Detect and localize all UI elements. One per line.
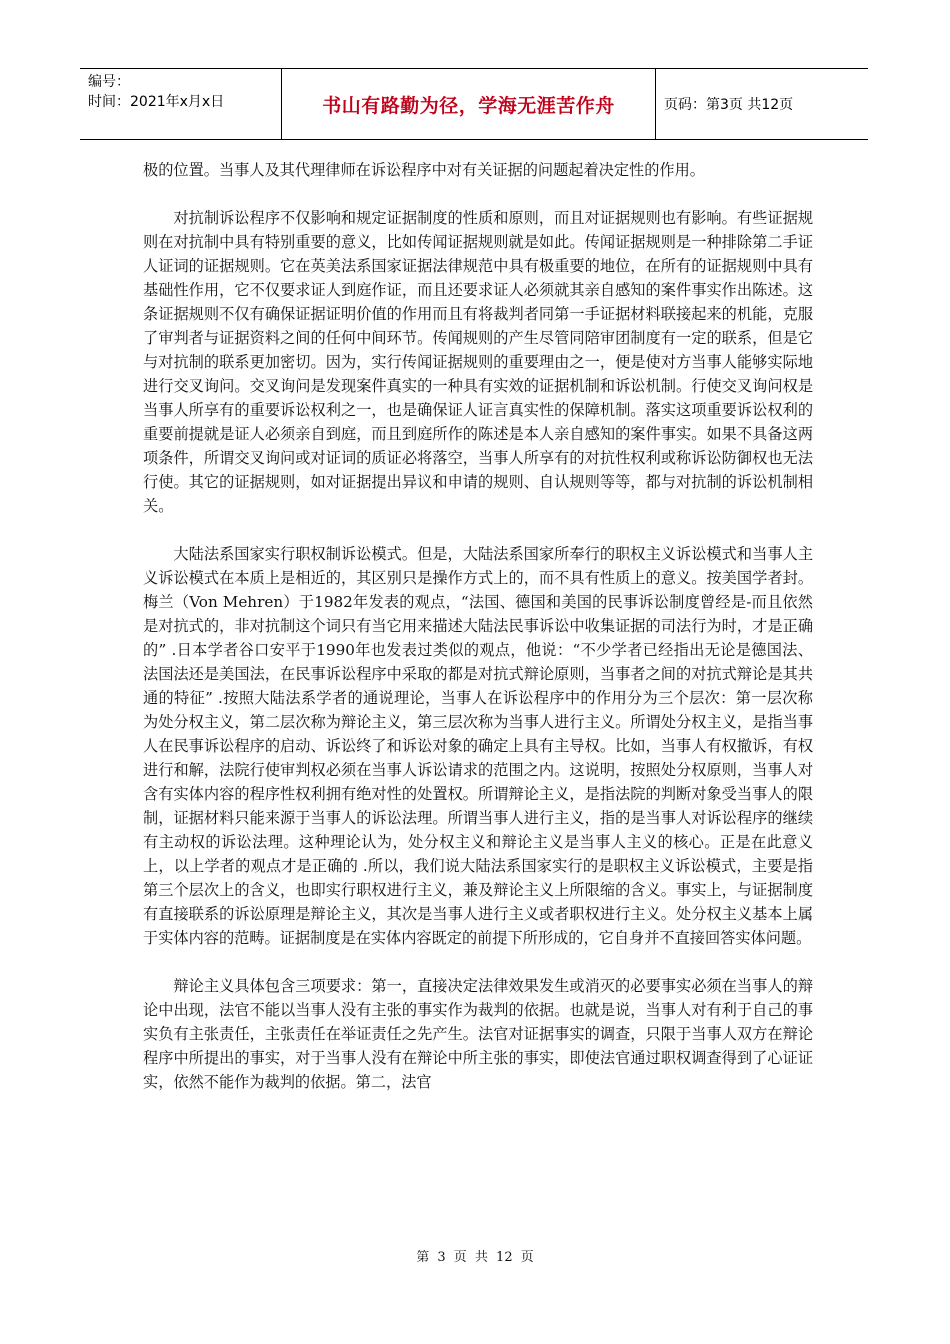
date-label: 时间：2021年x月x日 xyxy=(88,94,225,110)
paragraph: 辩论主义具体包含三项要求：第一，直接决定法律效果发生或消灭的必要事实必须在当事人的辩论中出现，法官不能以当事人没有主张的事实作为裁判的依据。也就是说，当事人对有利于自己的事实负有主张责任，主张责任在举证责任之先产生。法官对证据事实的调查，只限于当事人双方在辩论程序中所提出的事实，对于当事人没有在辩论中所主张的事实，即使法官通过职权调查得到了心证证实，依然不能作为裁判的依据。第二，法官 xyxy=(143,977,813,1091)
number-label: 编号： xyxy=(88,74,130,90)
page-header xyxy=(80,68,868,140)
document-body xyxy=(143,158,813,1118)
header-info-cell xyxy=(80,69,282,139)
header-motto-cell xyxy=(282,69,656,139)
motto: 书山有路勤为径，学海无涯苦作舟 xyxy=(322,94,615,117)
page-info: 页码：第3页 共12页 xyxy=(664,97,794,113)
paragraph-continued: 极的位置。当事人及其代理律师在诉讼程序中对有关证据的问题起着决定性的作用。 xyxy=(143,161,705,179)
paragraph: 对抗制诉讼程序不仅影响和规定证据制度的性质和原则，而且对证据规则也有影响。有些证据规则在对抗制中具有特别重要的意义，比如传闻证据规则就是如此。传闻证据规则是一种排除第二手证人证词的证据规则。它在英美法系国家证据法律规范中具有极重要的地位，在所有的证据规则中具有基础性作用，它不仅要求证人到庭作证，而且还要求证人必须就其亲自感知的案件事实作出陈述。这条证据规则不仅有确保证据证明价值的作用而且有将裁判者同第一手证据材料联接起来的机能，克服了审判者与证据资料之间的任何中间环节。传闻规则的产生尽管同陪审团制度有一定的联系，但是它与对抗制的联系更加密切。因为，实行传闻证据规则的重要理由之一，便是使对方当事人能够实际地进行交叉询问。交叉询问是发现案件真实的一种具有实效的证据机制和诉讼机制。行使交叉询问权是当事人所享有的重要诉讼权利之一，也是确保证人证言真实性的保障机制。落实这项重要诉讼权利的重要前提就是证人必须亲自到庭，而且到庭所作的陈述是本人亲自感知的案件事实。如果不具备这两项条件，所谓交叉询问或对证词的质证必将落空，当事人所享有的对抗性权利或称诉讼防御权也无法行使。其它的证据规则，如对证据提出异议和申请的规则、自认规则等等，都与对抗制的诉讼机制相关。 xyxy=(143,209,813,515)
paragraph: 大陆法系国家实行职权制诉讼模式。但是，大陆法系国家所奉行的职权主义诉讼模式和当事人主义诉讼模式在本质上是相近的，其区别只是操作方式上的，而不具有性质上的意义。按美国学者封。梅兰（Von Mehren）于1982年发表的观点，“法国、德国和美国的民事诉讼制度曾经是-而且依然是对抗式的，非对抗制这个词只有当它用来描述大陆法民事诉讼中收集证据的司法行为时，才是正确的” .日本学者谷口安平于1990年也发表过类似的观点，他说：“不少学者已经指出无论是德国法、法国法还是美国法，在民事诉讼程序中采取的都是对抗式辩论原则，当事者之间的对抗式辩论是其共通的特征” .按照大陆法系学者的通说理论，当事人在诉讼程序中的作用分为三个层次：第一层次称为处分权主义，第二层次称为辩论主义，第三层次称为当事人进行主义。所谓处分权主义，是指当事人在民事诉讼程序的启动、诉讼终了和诉讼对象的确定上具有主导权。比如，当事人有权撤诉，有权进行和解，法院行使审判权必须在当事人诉讼请求的范围之内。这说明，按照处分权原则，当事人对含有实体内容的程序性权利拥有绝对性的处置权。所谓辩论主义，是指法院的判断对象受当事人的限制，证据材料只能来源于当事人的诉讼法理。所谓当事人进行主义，指的是当事人对诉讼程序的继续有主动权的诉讼法理。这种理论认为，处分权主义和辩论主义是当事人主义的核心。正是在此意义上，以上学者的观点才是正确的 .所以，我们说大陆法系国家实行的是职权主义诉讼模式，主要是指第三个层次上的含义，也即实行职权进行主义，兼及辩论主义上所限缩的含义。事实上，与证据制度有直接联系的诉讼原理是辩论主义，其次是当事人进行主义或者职权进行主义。处分权主义基本上属于实体内容的范畴。证据制度是在实体内容既定的前提下所形成的，它自身并不直接回答实体问题。 xyxy=(143,545,813,947)
page-footer: 第 3 页 共 12 页 xyxy=(416,1250,534,1265)
header-page-cell xyxy=(656,69,868,139)
